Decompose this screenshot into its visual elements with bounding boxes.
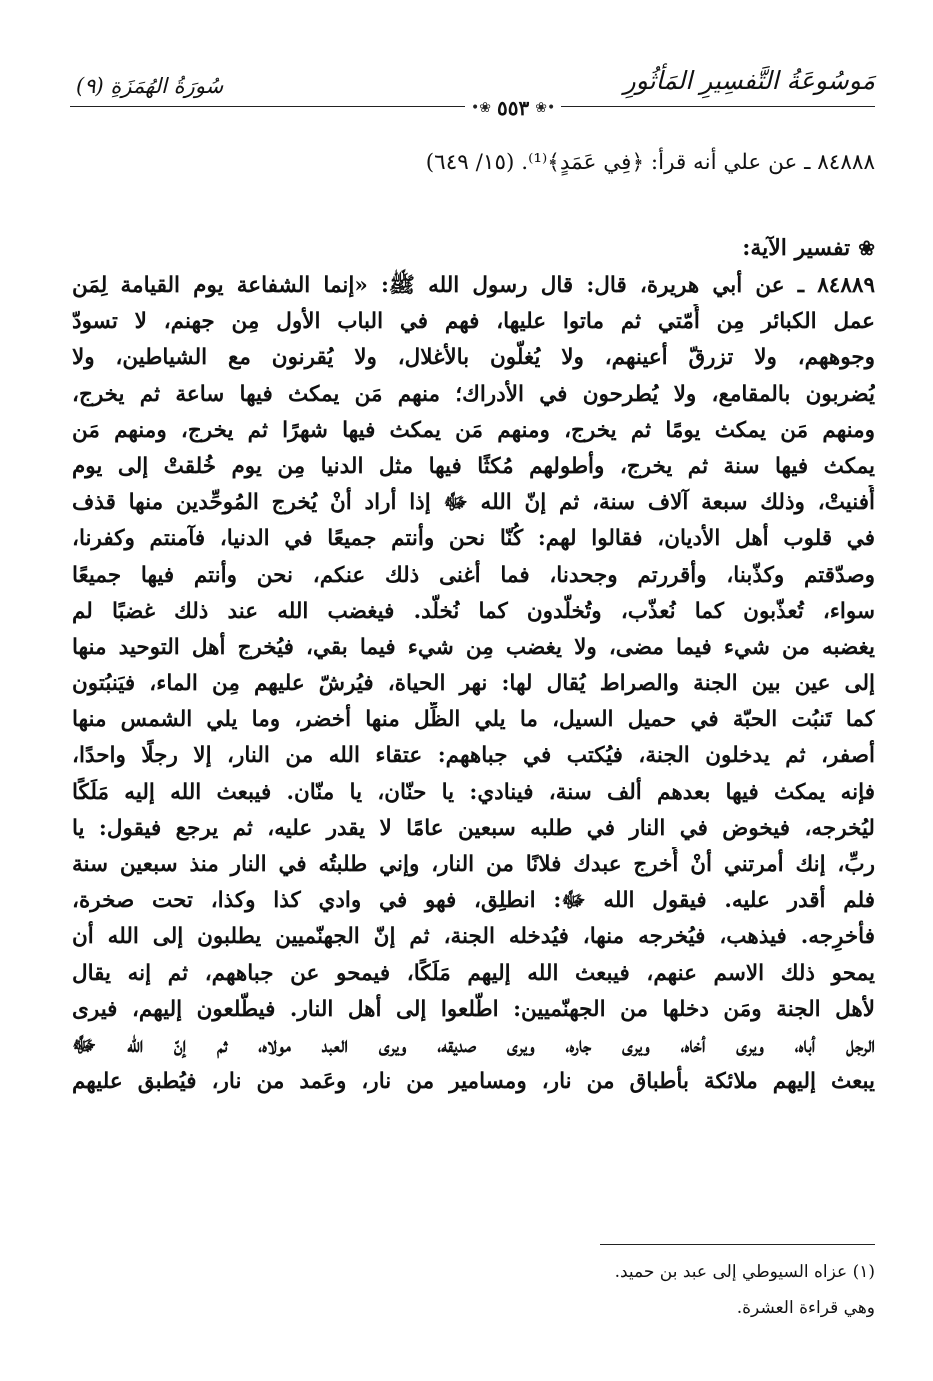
text-line: فلم أقدر عليه. فيقول الله ﷻ: انطلِق، فهو في وادي كذا وكذا، تحت صخرة، [72, 888, 875, 914]
section-heading [742, 235, 875, 261]
entry-84889 [72, 268, 875, 1100]
text-line: كما تَنبُت الحبّة في حميل السيل، ما يلي الظِّل منها أخضر، وما يلي الشمس منها [72, 707, 875, 733]
surah-label: سُورَةُ الهُمَزَةِ (٩) [76, 74, 224, 98]
text-line: سواء، تُعذّبون كما نُعذّب، وتُخلّدون كما نُخلّد. فيغضب الله عند ذلك غضبًا لم [72, 598, 875, 624]
text-line: عمل الكبائر مِن أُمّتي ثم ماتوا عليها، فهم في الباب الأول مِن جهنم، لا تسودّ [72, 309, 875, 335]
ornament-right-icon: •❀ [535, 100, 556, 116]
page-number: ٥٥٣ [497, 96, 530, 120]
text-line: إلى عين بين الجنة والصراط يُقال لها: نهر الحياة، فيُرشّ عليهم مِن الماء، فيَنبُتون [72, 671, 875, 697]
text-line: ٨٤٨٨٩ ـ عن أبي هريرة، قال: قال رسول الله ﷺ: «إنما الشفاعة يوم القيامة لِمَن [72, 273, 875, 298]
text-line: الرجل أباه، ويرى أخاه، ويرى جاره، ويرى صديقه، ويرى العبد مولاه، ثم إنّ الله ﷻ [72, 1032, 875, 1058]
footnote-2: وهي قراءة العشرة. [736, 1298, 875, 1318]
text-line: ربِّ، إنك أمرتني أنْ أُخرج عبدك فلانًا من النار، وإني طلبتُه في النار منذ سبعين سنة [72, 852, 875, 877]
text-line: ومنهم مَن يمكث يومًا ثم يخرج، ومنهم مَن يمكث فيها شهرًا ثم يخرج، ومنهم مَن [72, 417, 875, 443]
text-line: يُضربون بالمقامع، ولا يُطرحون في الأدراك؛ منهم مَن يمكث فيها ساعة ثم يخرج، [72, 381, 875, 407]
text-line: وصدّقتم وكذّبنا، وأقررتم وجحدنا، فما أغنى ذلك عنكم، نحن وأنتم فيها جميعًا [72, 562, 875, 588]
text-line: فإنه يمكث فيها بعدهم ألف سنة، فينادي: يا حنّان، يا منّان. فيبعث الله إليه مَلَكًا [72, 779, 875, 805]
text-line: يغضبه من شيء فيما مضى، ولا يغضب مِن شيء فيما بقي، فيُخرج أهل التوحيد منها [72, 634, 875, 660]
text-line: يمكث فيها سنة ثم يخرج، وأطولهم مُكثًا فيها مثل الدنيا مِن يوم خُلقتْ إلى يوم [72, 453, 875, 479]
ornament-left-icon: ❀• [471, 100, 491, 116]
text-line: فأخرِجه. فيذهب، فيُخرجه منها، فيُدخله الجنة، ثم إنّ الجهنّميين يطلبون إلى الله أن [72, 924, 875, 950]
text-line: في قلوب أهل الأديان، فقالوا لهم: كُنّا نحن وأنتم جميعًا في الدنيا، فآمنتم وكفرنا، [72, 526, 875, 552]
entry-84888: ٨٤٨٨٨ ـ عن علي أنه قرأ: ﴿فِي عَمَدٍ﴾⁽¹⁾. (١٥/ ٦٤٩) [425, 150, 875, 175]
text-line: أُفنيتْ، وذلك سبعة آلاف سنة، ثم إنّ الله ﷻ إذا أراد أنْ يُخرج المُوحِّدين منها قذف [72, 490, 875, 516]
footnote-separator [600, 1244, 875, 1245]
text-line: يبعث إليهم ملائكة بأطباق من نار، ومسامير من نار، وعَمد من نار، فيُطبق عليهم [72, 1069, 875, 1095]
book-title: مَوسُوعَةُ التَّفسِيرِ المَأثُورِ [623, 66, 875, 95]
text-line: وجوههم، ولا تزرقّ أعينهم، ولا يُغلّون بالأغلال، ولا يُقرنون مع الشياطين، ولا [72, 345, 875, 371]
text-line: يمحو ذلك الاسم عنهم، فيبعث الله إليهم مَلَكًا، فيمحو عن جباههم، ثم إنه يقال [72, 960, 875, 986]
section-heading-label: تفسير الآية: [742, 235, 851, 261]
footnote-1: (١) عزاه السيوطي إلى عبد بن حميد. [614, 1262, 875, 1282]
flower-icon: ❀ [858, 236, 875, 260]
page-number-box [465, 96, 561, 120]
text-line: لأهل الجنة ومَن دخلها من الجهنّميين: اطّلعوا إلى أهل النار. فيطّلعون إليهم، فيرى [72, 996, 875, 1022]
text-line: أصفر، ثم يدخلون الجنة، فيُكتب في جباههم: عتقاء الله من النار، إلا رجلًا واحدًا، [72, 743, 875, 769]
running-head [70, 66, 875, 120]
text-line: ليُخرجه، فيخوض في النار في طلبه سبعين عامًا لا يقدر عليه، ثم يرجع فيقول: يا [72, 815, 875, 841]
